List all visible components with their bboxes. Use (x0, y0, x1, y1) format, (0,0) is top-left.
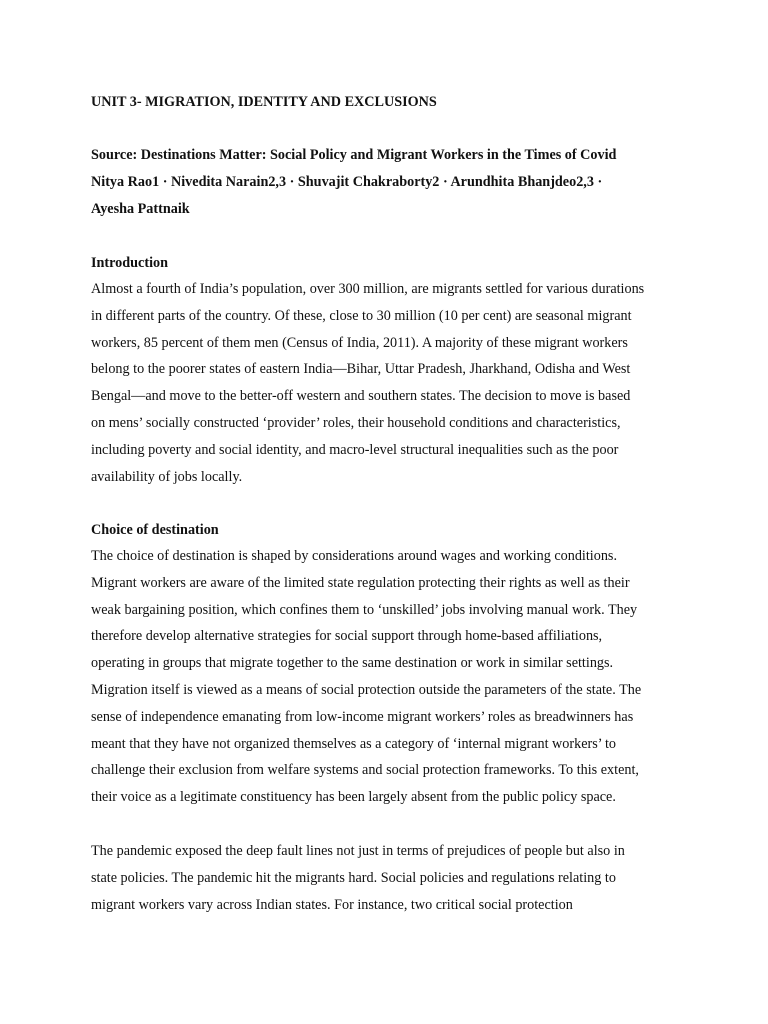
paragraph-line: The pandemic exposed the deep fault lines not just in terms of prejudices of people but also in (91, 843, 625, 859)
paragraph-line: workers, 85 percent of them men (Census of India, 2011). A majority of these migrant workers (91, 334, 628, 351)
title-text: UNIT 3- MIGRATION, IDENTITY AND EXCLUSIONS (91, 94, 437, 110)
source-line: Source: Destinations Matter: Social Policy and Migrant Workers in the Times of Covid (91, 147, 617, 163)
section-heading-text: Introduction (91, 255, 168, 271)
paragraph-line: in different parts of the country. Of these, close to 30 million (10 per cent) are seasonal migrant (91, 307, 632, 324)
paragraph-line: therefore develop alternative strategies for social support through home-based affiliations, (91, 628, 603, 645)
paragraph-pandemic (91, 838, 691, 918)
paragraph-line: their voice as a legitimate constituency has been largely absent from the public policy space. (91, 789, 616, 806)
paragraph-line: The choice of destination is shaped by considerations around wages and working conditions. (91, 548, 617, 564)
authors-line: Ayesha Pattnaik (91, 200, 190, 217)
paragraph-line: sense of independence emanating from low-income migrant workers’ roles as breadwinners has (91, 708, 634, 725)
paragraph-line: Migrant workers are aware of the limited state regulation protecting their rights as well as their (91, 574, 630, 591)
paragraph-line: operating in groups that migrate together to the same destination or work in similar settings. (91, 655, 614, 672)
paragraph-line: weak bargaining position, which confines them to ‘unskilled’ jobs involving manual work. They (91, 601, 638, 618)
paragraph-line: availability of jobs locally. (91, 468, 243, 485)
paragraph-introduction (91, 276, 691, 490)
section-heading-text: Choice of destination (91, 522, 219, 538)
source-citation (91, 142, 691, 222)
paragraph-line: challenge their exclusion from welfare systems and social protection frameworks. To this extent, (91, 762, 639, 779)
paragraph-line: Almost a fourth of India’s population, over 300 million, are migrants settled for various durations (91, 281, 645, 297)
paragraph-line: Migration itself is viewed as a means of social protection outside the parameters of the state. The (91, 681, 642, 698)
paragraph-choice-of-destination (91, 543, 691, 811)
paragraph-line: migrant workers vary across Indian states. For instance, two critical social protection (91, 896, 573, 913)
paragraph-line: Bengal—and move to the better-off western and southern states. The decision to move is based (91, 388, 631, 405)
section-heading-choice-of-destination (91, 517, 691, 544)
paragraph-line: on mens’ socially constructed ‘provider’ roles, their household conditions and characteristics, (91, 414, 621, 431)
paragraph-line: state policies. The pandemic hit the migrants hard. Social policies and regulations relating to (91, 869, 616, 886)
paragraph-line: meant that they have not organized themselves as a category of ‘internal migrant workers’ to (91, 735, 617, 752)
paragraph-line: belong to the poorer states of eastern India—Bihar, Uttar Pradesh, Jharkhand, Odisha and West (91, 361, 631, 378)
document-title (91, 89, 691, 116)
authors-line: Nitya Rao1 · Nivedita Narain2,3 · Shuvajit Chakraborty2 · Arundhita Bhanjdeo2,3 · (91, 173, 603, 190)
paragraph-line: including poverty and social identity, and macro-level structural inequalities such as the poor (91, 441, 619, 458)
section-heading-introduction (91, 250, 691, 277)
